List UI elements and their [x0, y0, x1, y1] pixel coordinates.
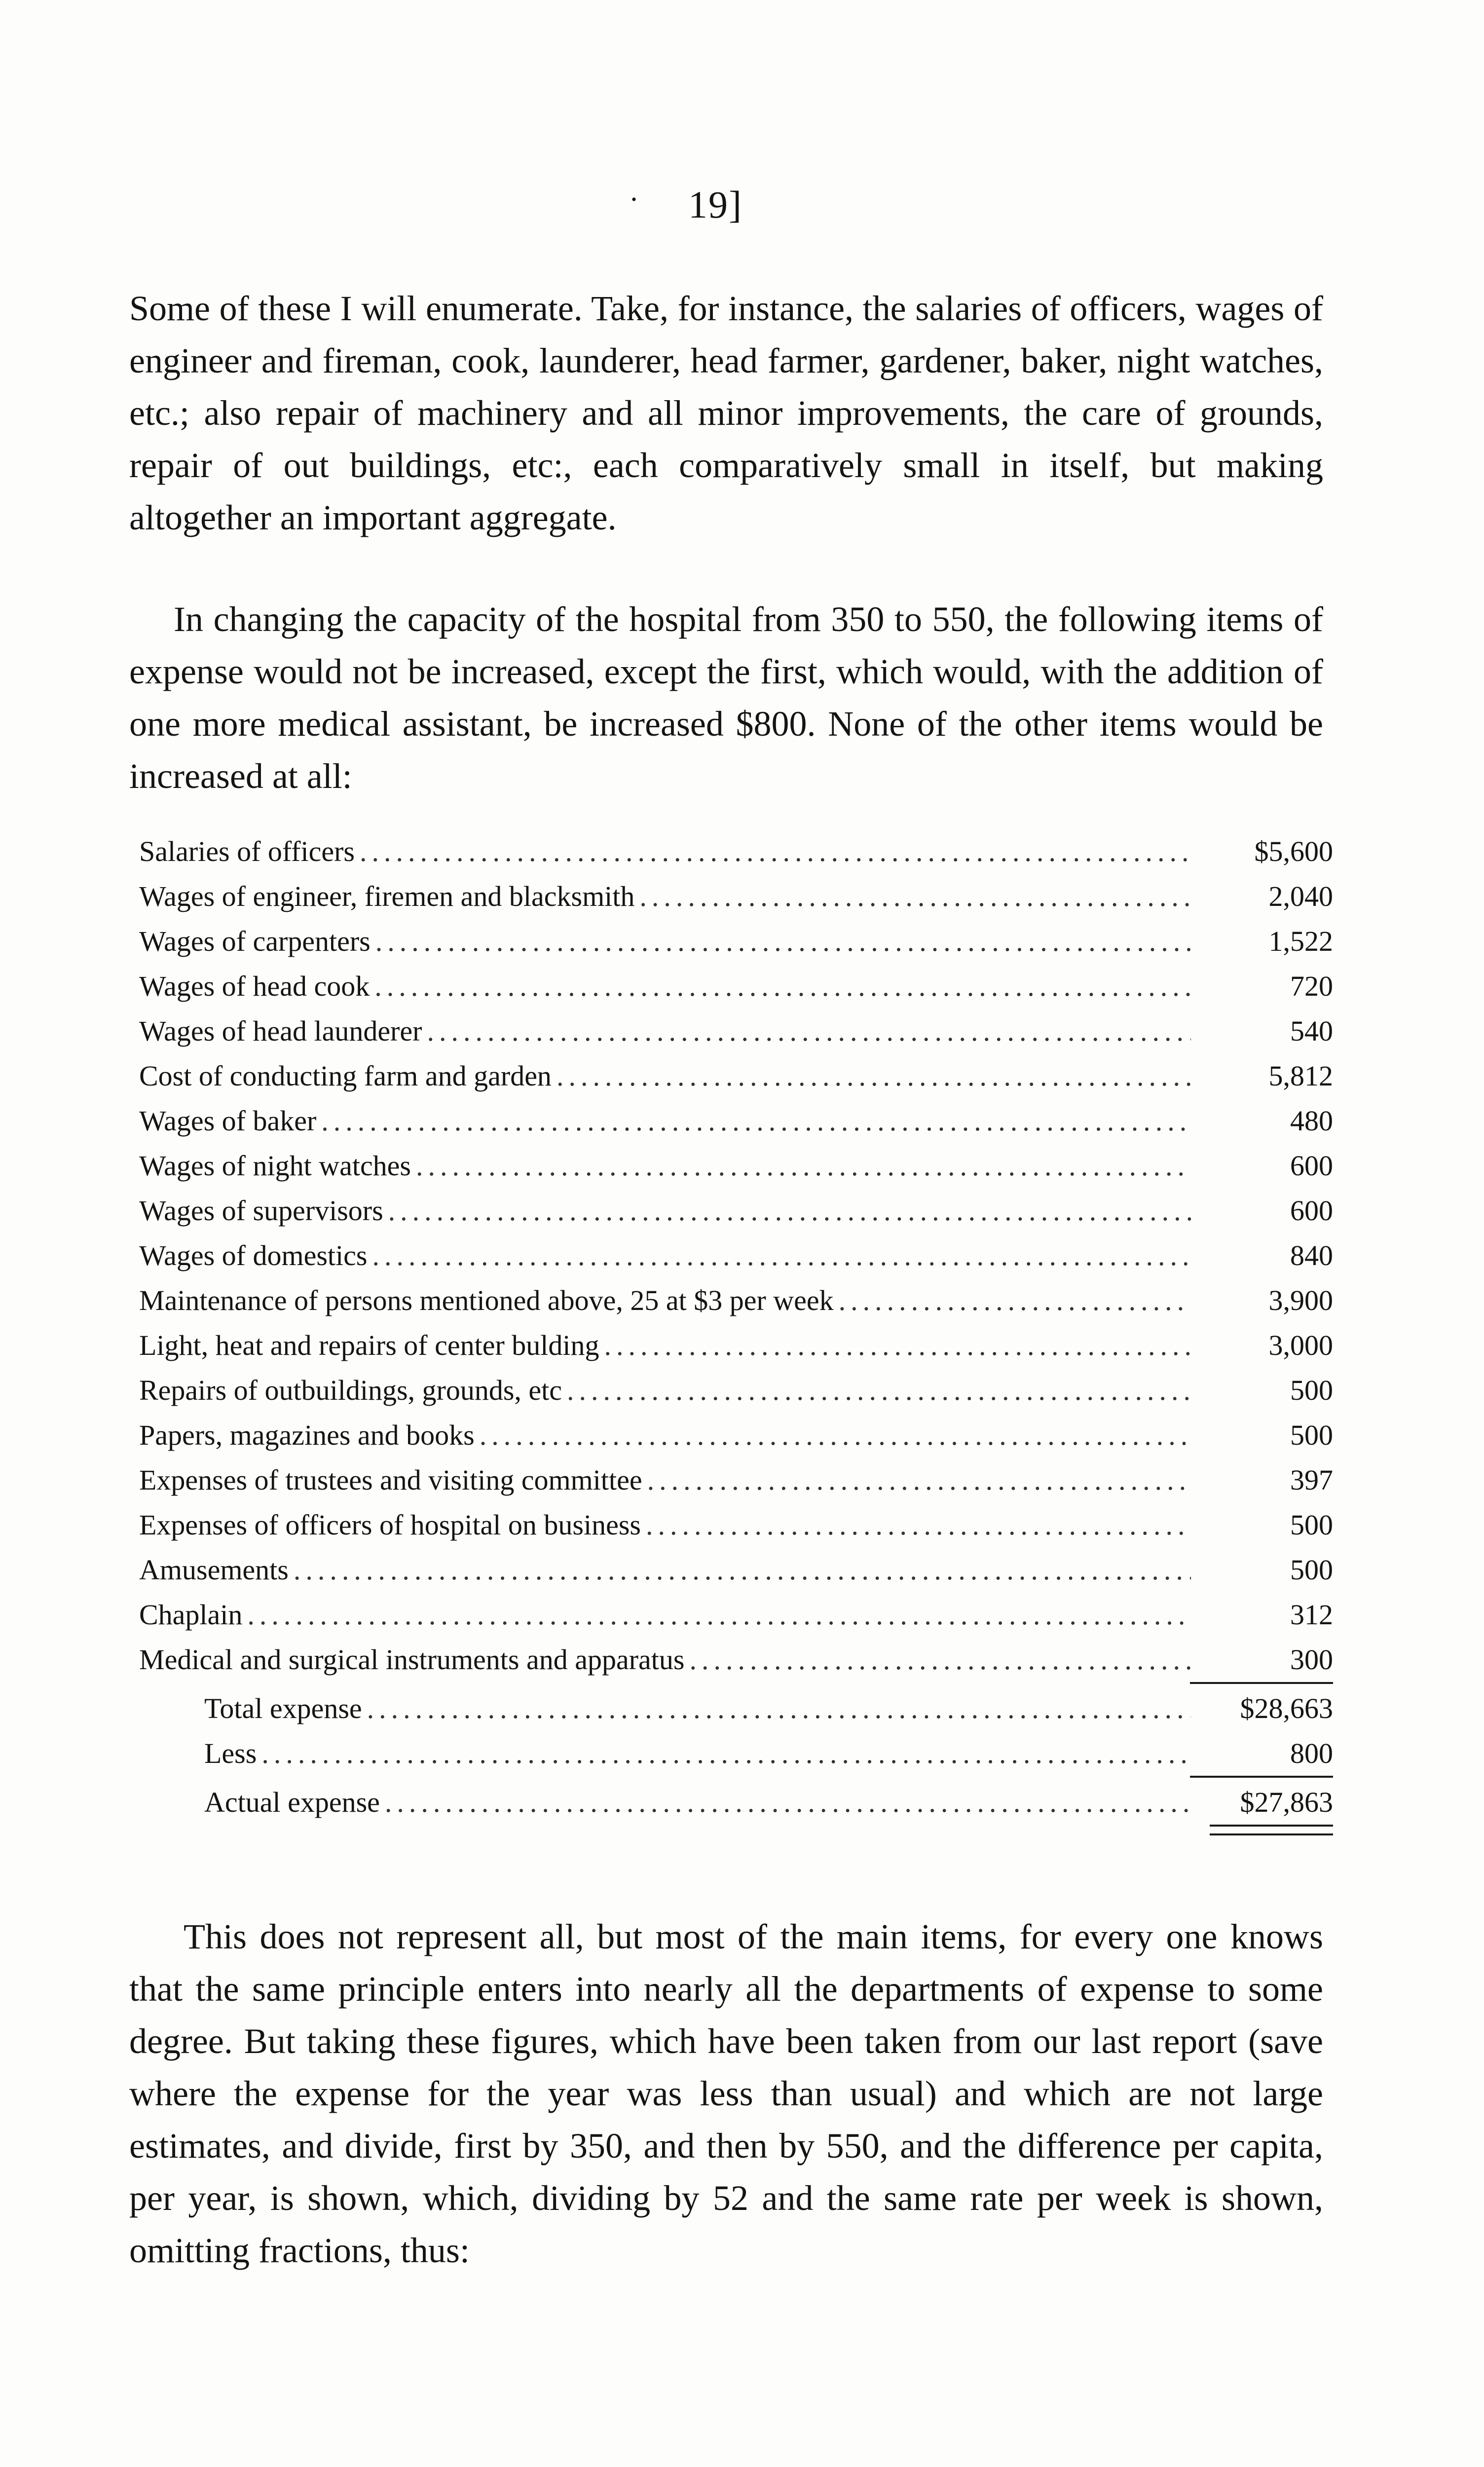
expense-label: Maintenance of persons mentioned above, 25 at $3 per week — [139, 1284, 834, 1316]
dot-leader — [647, 1458, 1191, 1502]
less-label: Less — [204, 1737, 257, 1769]
dot-leader — [321, 1098, 1191, 1143]
expense-table — [139, 829, 1333, 1839]
expense-row — [139, 1458, 1333, 1502]
expense-amount: 2,040 — [1268, 880, 1333, 912]
dot-leader — [646, 1502, 1191, 1547]
actual-amount: $27,863 — [1240, 1786, 1333, 1818]
expense-amount: 600 — [1290, 1195, 1333, 1227]
less-amount: 800 — [1290, 1737, 1333, 1769]
dot-leader — [261, 1731, 1191, 1776]
expense-label: Wages of head cook — [139, 970, 370, 1002]
dot-leader — [839, 1278, 1191, 1323]
page-number-text: 19] — [688, 183, 742, 226]
expense-label: Medical and surgical instruments and apparatus — [139, 1644, 685, 1676]
dot-leader — [556, 1053, 1191, 1098]
expense-row — [139, 1053, 1333, 1098]
expense-row — [139, 1502, 1333, 1547]
expense-label: Papers, magazines and books — [139, 1419, 475, 1451]
expense-row — [139, 1323, 1333, 1368]
expense-amount: 1,522 — [1268, 925, 1333, 957]
expense-amount: 540 — [1290, 1015, 1333, 1047]
expense-amount: 397 — [1290, 1464, 1333, 1496]
less-row — [139, 1731, 1333, 1776]
dot-leader — [294, 1547, 1191, 1592]
dot-leader — [639, 874, 1191, 919]
actual-row — [139, 1780, 1333, 1825]
expense-label: Wages of engineer, firemen and blacksmith — [139, 880, 635, 912]
expense-amount: $5,600 — [1254, 835, 1333, 867]
page-marker: · — [629, 183, 640, 216]
expense-label: Expenses of officers of hospital on business — [139, 1509, 641, 1541]
expense-label: Wages of carpenters — [139, 925, 371, 957]
expense-row — [139, 1637, 1333, 1682]
total-row — [139, 1686, 1333, 1731]
expense-amount: 300 — [1290, 1644, 1333, 1676]
expense-amount: 840 — [1290, 1239, 1333, 1271]
paragraph-conclusion: This does not represent all, but most of the main items, for every one knows that the same principle enters into nearly all the departments of expense to some degree. But taking these figures, which have been taken from our last report (save where the expense for the year was less than usual) and which are not large estimates, and divide, first by 350, and then by 550, and the difference per capita, per year, is shown, which, dividing by 52 and the same rate per week is shown, omitting fractions, thus: — [129, 1917, 1323, 2270]
dot-leader — [604, 1323, 1191, 1368]
dot-leader — [247, 1592, 1191, 1637]
expense-label: Cost of conducting farm and garden — [139, 1060, 552, 1092]
expense-row — [139, 1143, 1333, 1188]
dot-leader — [375, 919, 1191, 964]
dot-leader — [388, 1188, 1191, 1233]
expense-label: Wages of supervisors — [139, 1195, 383, 1227]
expense-amount: 500 — [1290, 1374, 1333, 1406]
dot-leader — [416, 1143, 1191, 1188]
expense-row — [139, 1547, 1333, 1592]
dot-leader — [427, 1009, 1191, 1053]
expense-amount: 3,000 — [1268, 1329, 1333, 1361]
expense-row — [139, 829, 1333, 874]
expense-label: Chaplain — [139, 1599, 243, 1631]
dot-leader — [374, 964, 1191, 1009]
sum-rule — [139, 1682, 1333, 1686]
expense-label: Wages of baker — [139, 1105, 317, 1137]
expense-amount: 3,900 — [1268, 1284, 1333, 1316]
expense-amount: 5,812 — [1268, 1060, 1333, 1092]
expense-amount: 600 — [1290, 1150, 1333, 1182]
expense-row — [139, 1368, 1333, 1413]
dot-leader — [385, 1780, 1191, 1825]
dot-leader — [372, 1233, 1191, 1278]
expense-label: Salaries of officers — [139, 835, 355, 867]
rule-line — [1190, 1776, 1333, 1778]
expense-amount: 500 — [1290, 1419, 1333, 1451]
expense-label: Amusements — [139, 1554, 289, 1586]
double-rule-line — [1210, 1825, 1333, 1835]
actual-label: Actual expense — [204, 1786, 380, 1818]
expense-amount: 312 — [1290, 1599, 1333, 1631]
expense-row — [139, 1413, 1333, 1458]
dot-leader — [360, 829, 1191, 874]
dot-leader — [367, 1686, 1191, 1731]
expense-label: Light, heat and repairs of center bulding — [139, 1329, 599, 1361]
expense-amount: 720 — [1290, 970, 1333, 1002]
expense-amount: 480 — [1290, 1105, 1333, 1137]
final-double-rule — [139, 1825, 1333, 1839]
expense-row — [139, 1009, 1333, 1053]
dot-leader — [480, 1413, 1191, 1458]
total-label: Total expense — [204, 1692, 362, 1724]
expense-label: Wages of head launderer — [139, 1015, 422, 1047]
expense-label: Wages of domestics — [139, 1239, 368, 1271]
expense-label: Expenses of trustees and visiting committee — [139, 1464, 642, 1496]
expense-row — [139, 964, 1333, 1009]
dot-leader — [689, 1637, 1191, 1682]
expense-row — [139, 874, 1333, 919]
expense-row — [139, 1278, 1333, 1323]
rule-line — [1190, 1682, 1333, 1684]
total-amount: $28,663 — [1240, 1692, 1333, 1724]
expense-label: Wages of night watches — [139, 1150, 411, 1182]
paragraph-capacity: In changing the capacity of the hospital from 350 to 550, the following items of expense would not be increased, except the first, which would, with the addition of one more medical assistant, be increased $800. None of the other items would be increased at all: — [129, 599, 1323, 796]
expense-label: Repairs of outbuildings, grounds, etc — [139, 1374, 562, 1406]
expense-row — [139, 1233, 1333, 1278]
expense-amount: 500 — [1290, 1554, 1333, 1586]
difference-rule — [139, 1776, 1333, 1780]
expense-row — [139, 1592, 1333, 1637]
expense-row — [139, 1098, 1333, 1143]
dot-leader — [567, 1368, 1191, 1413]
expense-row — [139, 1188, 1333, 1233]
page-number — [629, 183, 742, 227]
expense-row — [139, 919, 1333, 964]
paragraph-intro: Some of these I will enumerate. Take, for instance, the salaries of officers, wages of engineer and fireman, cook, launderer, head farmer, gardener, baker, night watches, etc.; also repair of machinery and all minor improvements, the care of grounds, repair of out buildings, etc:, each comparatively small in itself, but making altogether an important aggregate. — [129, 289, 1323, 537]
expense-amount: 500 — [1290, 1509, 1333, 1541]
